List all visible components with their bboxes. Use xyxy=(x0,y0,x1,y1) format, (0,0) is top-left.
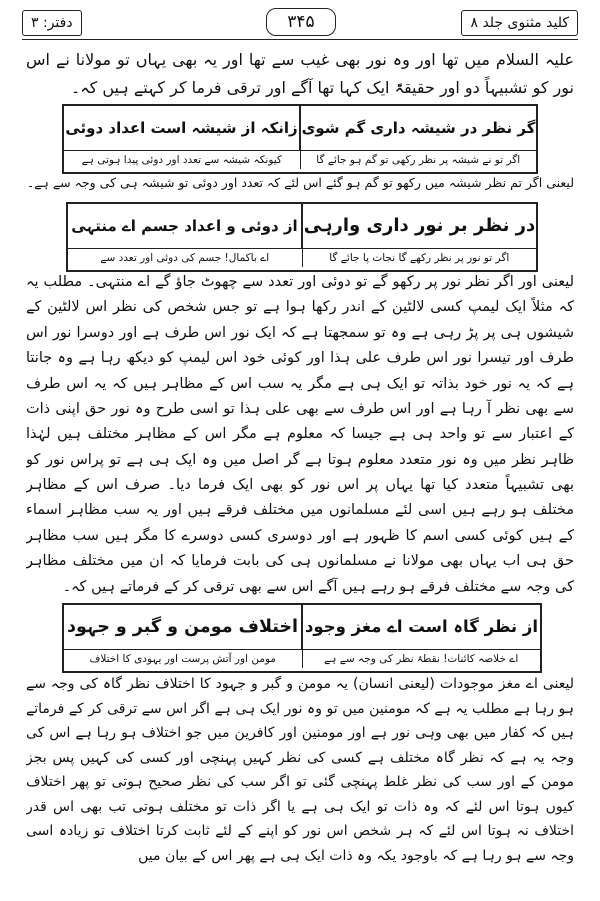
verse-2-first-translation: اگر تو نور پر نظر رکھے گا نجات پا جائے گا xyxy=(329,252,510,264)
verse-3-second-translation: مومن اور آتش پرست اور یہودی کا اختلاف xyxy=(64,650,303,668)
verse-1-second-hemistich: زانکہ از شیشہ است اعداد دوئی xyxy=(64,106,301,150)
paragraph-4: لیعنی اے مغز موجودات (لیعنی انسان) یہ مومن و گبر و جہود کا اختلاف نظر گاہ کی وجہ سے ہو رہا ہے مطلب یہ ہے کہ مومنین میں تو وہ نور ایک ہی ہے اگر اس سے ترقی کر کے فرماتے ہیں کہ کفار میں بھی وہی نور ہے اور مومنین اور کافرین میں جو اختلاف ہو رہا ہے اس کی وجہ یہ ہے کہ نظر گاہ مختلف ہے کسی کی نظر کہیں پہنچی اور کسی کی کہیں پس بجز مومن کے اور سب کی نظر غلط پہنچی گئی تو اگر سب کی نظر صحیح ہوتی تو پھر اختلاف کیوں ہوتا اس لئے کہ وہ ذات تو ایک ہی ہے یا اگر ذات تو مختلف ہوتی تب بھی اس قدر اختلاف نہ ہوتا اس لئے کہ ہر شخص اس نور کو اپنے کے لئے ثابت کرتا اختلاف تو زیادہ اسی وجہ سے ہو رہا ہے کہ باوجود یکہ وہ ذات ایک ہی ہے پھر اس کے بیان میں xyxy=(26,676,574,864)
verse-2-first-hemistich: در نظر بر نور داری وارہی xyxy=(303,215,536,236)
paragraph-3: لیعنی اور اگر نظر نور پر رکھو گے تو دوئی اور تعدد سے چھوٹ جاؤ گے اے منتہی۔ مطلب یہ کہ مثلاً ایک لیمپ کسی لالٹین کے اندر رکھا ہوا ہے تو جس شخص کی نظر اس لالٹین کے شیشوں ہی پر پڑ رہی ہے وہ تو سمجھتا ہے کہ ایک نور اس طرف ہے اور دوسرا نور اس طرف اور تیسرا نور اس طرف علی ہذا اور کوئی خود اس لیمپ کو دیکھ رہا ہے وہ جانتا ہے کہ یہ نور خود بذاتہ تو ایک ہی ہے مگر یہ سب اس کے مظاہر ہیں کہ یہ اس طرف سے بھی نظر آ رہا ہے اور اس طرف سے بھی علی ہذا تو اسی طرح وہ نور حق اپنی ذات کے اعتبار سے تو واحد ہی ہے جیسا کہ معلوم ہے مگر اس کے مظاہر مختلف ہیں لہٰذا ظاہر نظر میں وہ نور متعدد معلوم ہوتا ہے گر اصل میں وہ ایک ہی ہے تو پراس نور کو بھی تشبیہاً متعدد کیا تھا یہاں پر اس نور کو بھی ایک فرما دیا۔ صرف اس کے مظاہر مختلف ہو رہے ہیں اسی لئے مسلمانوں میں مختلف فرقے ہیں اور یہ سب مظاہر اسماء کے ہیں کوئی کسی اسم کا ظہور ہے اور دوسری کسی دوسرے کا مگر ہیں سب مظاہر حق ہی اب یہاں بھی مولانا نے مسلمانوں ہی کی بابت فرمایا کہ ان میں مختلف مظاہر کی وجہ سے مختلف فرقے ہو رہے ہیں آگے اس سے بھی ترقی کر کے فرماتے ہیں کہ۔ xyxy=(26,274,574,595)
verse-3-first-hemistich: از نظر گاہ است اے مغز وجود xyxy=(304,617,539,636)
header-divider xyxy=(22,39,578,40)
page-number: ۳۴۵ xyxy=(266,8,336,36)
verse-1-first-hemistich: گر نظر در شیشہ داری گم شوی xyxy=(301,119,536,137)
verse-box-1 xyxy=(62,104,538,174)
verse-1-first-translation: اگر تو نے شیشہ پر نظر رکھی تو گم ہو جائے گا xyxy=(316,154,521,166)
verse-1-second-translation: کیونکہ شیشہ سے تعدد اور دوئی پیدا ہوتی ہے xyxy=(64,151,301,169)
book-title: کلید مثنوی جلد ۸ xyxy=(461,10,578,36)
verse-box-2 xyxy=(66,202,538,272)
daftar-label: دفتر: ۳ xyxy=(22,10,82,36)
paragraph-intro: علیہ السلام میں تھا اور وہ نور بھی غیب سے تھا اور یہ بھی یہاں تو مولانا نے اس نور کو تشبیہاً دو اور حقیقۃً ایک کہا تھا آگے اور ترقی فرما کر کہتے ہیں کہ۔ xyxy=(26,50,574,97)
paragraph-2: لیعنی اگر تم نظر شیشہ میں رکھو تو گم ہو گئے اس لئے کہ تعدد اور دوئی تو شیشہ ہی کی وجہ سے ہے۔ xyxy=(26,175,574,190)
page-header xyxy=(22,8,578,40)
verse-3-second-hemistich: اختلاف مومن و گبر و جہود xyxy=(64,605,303,649)
verse-2-second-translation: اے باکمال! جسم کی دوئی اور تعدد سے xyxy=(68,249,303,267)
verse-box-3 xyxy=(62,603,542,673)
verse-3-first-translation: اے خلاصہ کائنات! نقطۂ نظر کی وجہ سے ہے xyxy=(324,653,519,665)
verse-2-second-hemistich: از دوئی و اعداد جسم اے منتہی xyxy=(68,204,303,248)
